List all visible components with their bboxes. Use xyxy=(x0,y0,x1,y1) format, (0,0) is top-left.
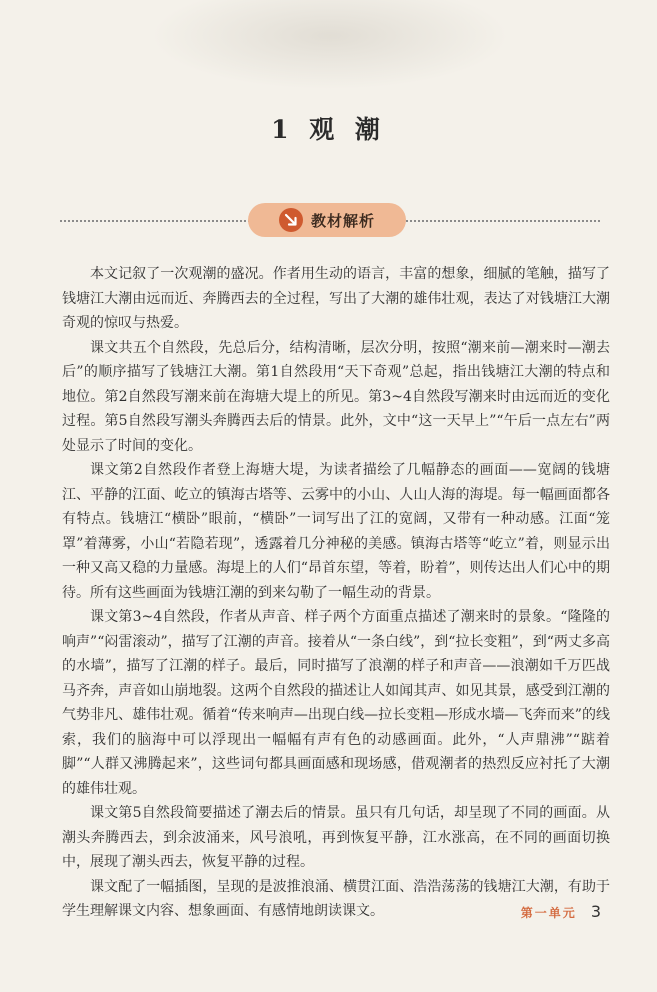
paragraph-2: 课文共五个自然段，先总后分，结构清晰，层次分明，按照“潮来前—潮来时—潮去后”的顺序描写了钱塘江大潮。第1自然段用“天下奇观”总起，指出钱塘江大潮的特点和地位。第2自然段写潮来前在海塘大堤上的所见。第3~4自然段写潮来时由远而近的变化过程。第5自然段写潮头奔腾西去后的情景。此外，文中“这一天早上”“午后一点左右”两处显示了时间的变化。 xyxy=(62,339,610,454)
section-label: 教材解析 xyxy=(310,211,375,230)
paragraph-1: 本文记叙了一次观潮的盛况。作者用生动的语言，丰富的想象，细腻的笔触，描写了钱塘江大潮由远而近、奔腾西去的全过程，写出了大潮的雄伟壮观，表达了对钱塘江大潮奇观的惊叹与热爱。 xyxy=(62,266,610,331)
paragraph-6: 课文配了一幅插图，呈现的是波推浪涌、横贯江面、浩浩荡荡的钱塘江大潮，有助于学生理解课文内容、想象画面、有感情地朗读课文。 xyxy=(62,878,610,919)
page-number: 3 xyxy=(590,902,601,921)
text-body xyxy=(62,262,610,924)
paragraph-4: 课文第3~4自然段，作者从声音、样子两个方面重点描述了潮来时的景象。“隆隆的响声”“闷雷滚动”，描写了江潮的声音。接着从“一条白线”，到“拉长变粗”，到“两丈多高的水墙”，描写了江潮的样子。最后，同时描写了浪潮的样子和声音——浪潮如千万匹战马齐奔，声音如山崩地裂。这两个自然段的描述让人如闻其声、如见其景，感受到江潮的气势非凡、雄伟壮观。循着“传来响声—出现白线—拉长变粗—形成水墙—飞奔而来”的线索，我们的脑海中可以浮现出一幅幅有声有色的动感画面。此外，“人声鼎沸”“踮着脚”“人群又沸腾起来”，这些词句都具画面感和现场感，借观潮者的热烈反应衬托了大潮的雄伟壮观。 xyxy=(62,609,610,797)
page-title: 1 观 潮 xyxy=(271,115,386,144)
page-footer xyxy=(521,902,601,921)
paragraph-5: 课文第5自然段简要描述了潮去后的情景。虽只有几句话，却呈现了不同的画面。从潮头奔腾西去，到余波涌来，风号浪吼，再到恢复平静，江水涨高，在不同的画面切换中，展现了潮头西去，恢复平静的过程。 xyxy=(62,805,610,870)
arrow-circle-icon xyxy=(279,208,303,232)
section-badge xyxy=(248,203,406,237)
unit-label: 第一单元 xyxy=(520,906,577,920)
dotted-divider-left xyxy=(60,220,250,222)
paragraph-3: 课文第2自然段作者登上海塘大堤，为读者描绘了几幅静态的画面——宽阔的钱塘江、平静的江面、屹立的镇海古塔等、云雾中的小山、人山人海的海堤。每一幅画面都各有特点。钱塘江“横卧”眼前，“横卧”一词写出了江的宽阔，又带有一种动感。江面“笼罩”着薄雾，小山“若隐若现”，透露着几分神秘的美感。镇海古塔等“屹立”着，则显示出一种又高又稳的力量感。海堤上的人们“昂首东望，等着，盼着”，则传达出人们心中的期待。所有这些画面为钱塘江潮的到来勾勒了一幅生动的背景。 xyxy=(62,462,610,601)
section-header xyxy=(60,203,600,237)
background-smudge xyxy=(150,0,510,90)
dotted-divider-right xyxy=(406,220,600,222)
